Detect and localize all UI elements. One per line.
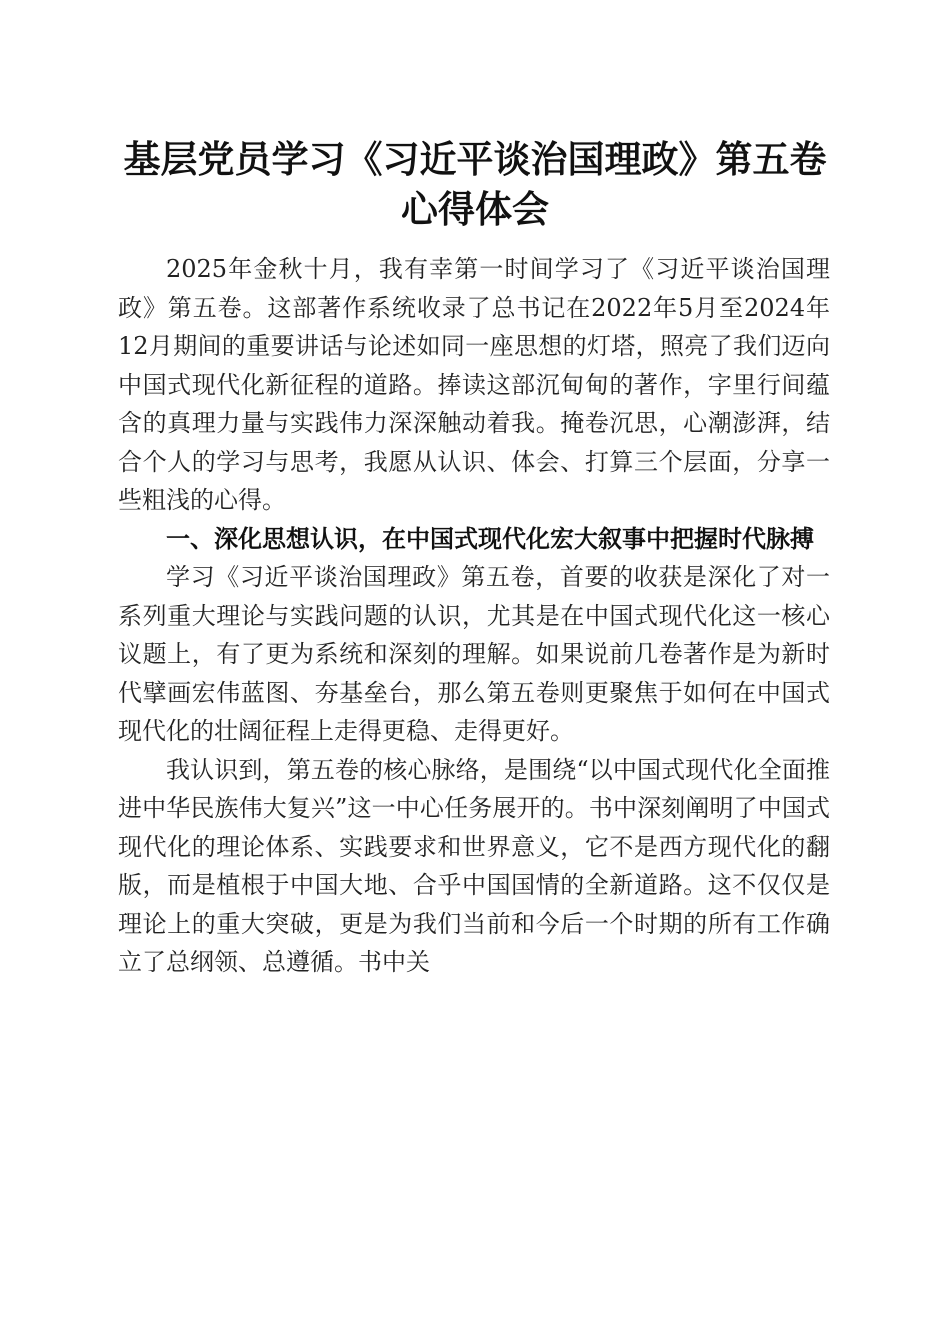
section-heading-1: 一、深化思想认识，在中国式现代化宏大叙事中把握时代脉搏 [166,524,814,553]
section1-paragraph-2: 我认识到，第五卷的核心脉络，是围绕“以中国式现代化全面推进中华民族伟大复兴”这一中心任务展开的。书中深刻阐明了中国式现代化的理论体系、实践要求和世界意义，它不是西方现代化的翻版，而是植根于中国大地、合乎中国国情的全新道路。这不仅仅是理论上的重大突破，更是为我们当前和今后一个时期的所有工作确立了总纲领、总遵循。书中关 [118,755,830,976]
intro-paragraph: 2025年金秋十月，我有幸第一时间学习了《习近平谈治国理政》第五卷。这部著作系统收录了总书记在2022年5月至2024年12月期间的重要讲话与论述如同一座思想的灯塔，照亮了我们迈向中国式现代化新征程的道路。捧读这部沉甸甸的著作，字里行间蕴含的真理力量与实践伟力深深触动着我。掩卷沉思，心潮澎湃，结合个人的学习与思考，我愿从认识、体会、打算三个层面，分享一些粗浅的心得。 [118,255,830,514]
document-title: 基层党员学习《习近平谈治国理政》第五卷心得体会 [123,137,827,231]
document-body [118,250,830,982]
section1-paragraph-1: 学习《习近平谈治国理政》第五卷，首要的收获是深化了对一系列重大理论与实践问题的认识，尤其是在中国式现代化这一核心议题上，有了更为系统和深刻的理解。如果说前几卷著作是为新时代擘画宏伟蓝图、夯基垒台，那么第五卷则更聚焦于如何在中国式现代化的壮阔征程上走得更稳、走得更好。 [118,563,830,745]
